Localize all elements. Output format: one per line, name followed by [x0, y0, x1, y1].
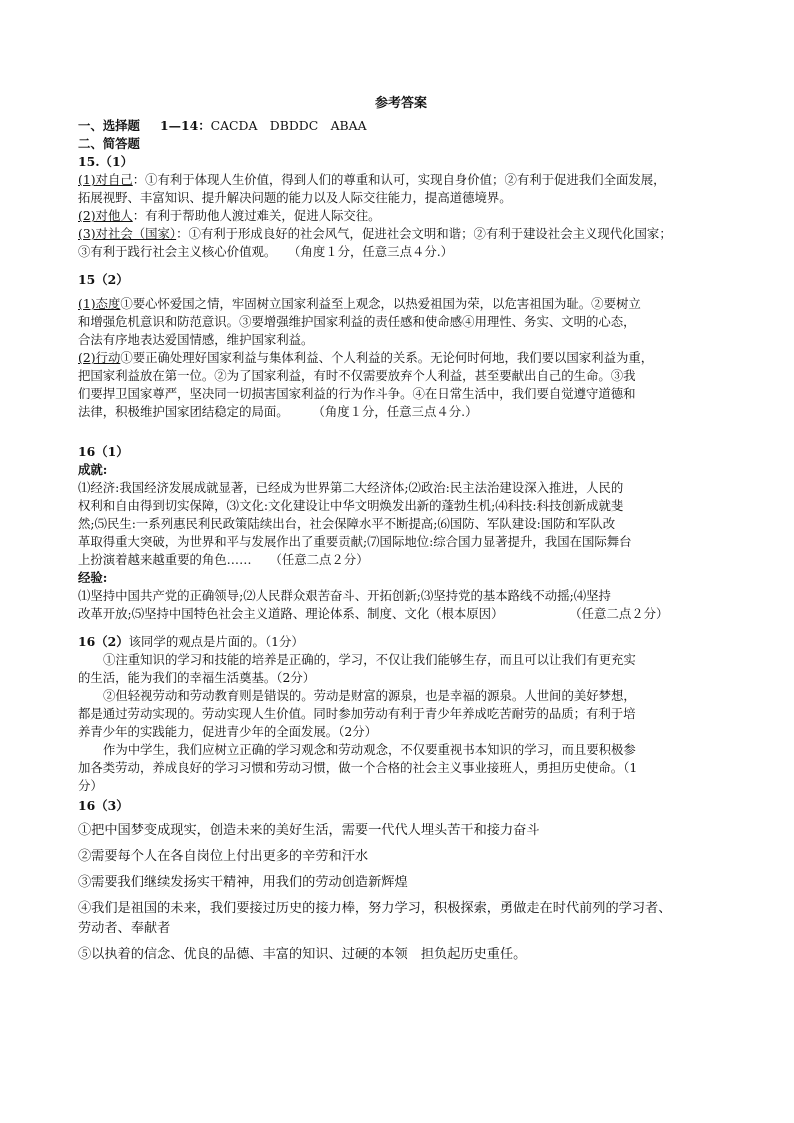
q16-1-exp-score-note: （任意二点２分）	[575, 606, 669, 621]
q15-1-label: 15.（1）	[78, 154, 133, 169]
answer-sheet	[78, 92, 724, 971]
q16-1-ach-line3: 然;⑸民生:一系列惠民利民政策陆续出台，社会保障水平不断提高;⑹国防、军队建设:国防和军队改	[78, 516, 616, 531]
q15-2-a-line2: 和增强危机意识和防范意识。③要增强维护国家利益的责任感和使命感④用理性、务实、文明的心态，	[78, 314, 636, 329]
q16-2-label: 16（2）	[78, 634, 129, 649]
q15-1-b-tag: (2)对他人	[78, 208, 133, 223]
q16-2-p2-line1: ②但轻视劳动和劳动教育则是错误的。劳动是财富的源泉，也是幸福的源泉。人世间的美好梦想，	[103, 688, 636, 703]
q15-1-c-text2: ③有利于践行社会主义核心价值观。	[78, 244, 277, 259]
q16-1-exp-line1: ⑴坚持中国共产党的正确领导;⑵人民群众艰苦奋斗、开拓创新;⑶坚持党的基本路线不动摇;⑷坚持	[78, 588, 611, 603]
q16-2-p3-line2: 加各类劳动，养成良好的学习习惯和劳动习惯，做一个合格的社会主义事业接班人，勇担历史使命。（1	[78, 760, 638, 775]
q16-3-item4-line1: ④我们是祖国的未来，我们要接过历史的接力棒，努力学习，积极探索，勇做走在时代前列的学习者、	[78, 901, 672, 916]
page-title: 参考答案	[374, 96, 427, 111]
q16-2-p2-line2: 都是通过劳动实现的。劳动实现人生价值。同时参加劳动有利于青少年养成吃苦耐劳的品质；有利于培	[78, 706, 636, 721]
q16-2-verdict: 该同学的观点是片面的。（1分）	[128, 634, 304, 649]
q15-2-label: 15（2）	[78, 272, 129, 287]
q16-2-p2-line3: 养青少年的实践能力，促进青少年的全面发展。（2分）	[78, 724, 378, 739]
q15-2-b-line	[78, 349, 724, 367]
q15-1-c-line	[78, 225, 724, 243]
choice-heading: 一、选择题	[78, 118, 140, 133]
q15-2-b-text4: 法律，积极维护国家团结稳定的局面。	[78, 404, 289, 419]
q16-3-item5: ⑤以执着的信念、优良的品德、丰富的知识、过硬的本领 担负起历史重任。	[78, 947, 527, 962]
q16-1-ach-line5	[78, 551, 724, 569]
q16-1-achievements-heading: 成就:	[78, 462, 108, 477]
q16-3-item2: ②需要每个人在各自岗位上付出更多的辛劳和汗水	[78, 849, 369, 864]
q15-2-b-line4	[78, 403, 724, 421]
q16-1-ach-text5: 上扮演着越来越重要的角色……	[78, 552, 252, 567]
q16-3-label: 16（3）	[78, 798, 129, 813]
q16-3-item4-line2: 劳动者、奉献者	[78, 921, 171, 936]
q15-1-b-text: ：有利于帮助他人渡过难关，促进人际交往。	[132, 208, 381, 223]
q15-1-b-line	[78, 207, 724, 225]
section-short-answer: 二、简答题	[78, 136, 140, 151]
q16-2-p3-line1: 作为中学生，我们应树立正确的学习观念和劳动观念，不仅要重视书本知识的学习，而且要积极参	[103, 742, 636, 757]
q16-1-experience-heading: 经验:	[78, 570, 108, 585]
q15-1-c-tag: (3)对社会（国家）	[78, 226, 177, 241]
q15-2-score-note: （角度１分，任意三点４分.）	[318, 404, 478, 419]
q15-1-c-line2	[78, 243, 724, 261]
q16-2-line0	[78, 633, 724, 651]
q15-1-c-text: ：①有利于形成良好的社会风气，促进社会文明和谐；②有利于建设社会主义现代化国家；	[176, 226, 672, 241]
q16-1-ach-line1: ⑴经济:我国经济发展成就显著，已经成为世界第二大经济体;⑵政治:民主法治建设深入推进，人民的	[78, 480, 624, 495]
q15-2-b-line2: 把国家利益放在第一位。②为了国家利益，有时不仅需要放弃个人利益，甚至要献出自己的生命。③我	[78, 368, 636, 383]
choice-answers: CACDA DBDDC ABAA	[210, 118, 367, 133]
q15-1-score-note: （角度１分，任意三点４分.）	[294, 244, 454, 259]
q15-2-b-text: ①要正确处理好国家利益与集体利益、个人利益的关系。无论何时何地，我们要以国家利益为重，	[120, 350, 654, 365]
q16-2-p1-line1: ①注重知识的学习和技能的培养是正确的，学习，不仅让我们能够生存，而且可以让我们有更充实	[103, 652, 636, 667]
q15-1-a-line2: 拓展视野、丰富知识、提升解决问题的能力以及人际交往能力，提高道德境界。	[78, 190, 512, 205]
q16-1-ach-line4: 革取得重大突破，为世界和平与发展作出了重要贡献;⑺国际地位:综合国力显著提升，我国在国际舞台	[78, 534, 632, 549]
q16-1-exp-line2	[78, 605, 724, 623]
q15-1-a-tag: (1)对自己	[78, 172, 133, 187]
q16-1-ach-line2: 权利和自由得到切实保障，⑶文化:文化建设让中华文明焕发出新的蓬勃生机;⑷科技:科技创新成就斐	[78, 498, 624, 513]
q15-2-b-line3: 们要捍卫国家尊严，坚决同一切损害国家利益的行为作斗争。④在日常生活中，我们要自觉遵守道德和	[78, 386, 636, 401]
q16-1-exp-text2: 改革开放;⑸坚持中国特色社会主义道路、理论体系、制度、文化（根本原因）	[78, 606, 504, 621]
q15-1-a-text: ：①有利于体现人生价值，得到人们的尊重和认可，实现自身价值；②有利于促进我们全面发展，	[132, 172, 666, 187]
choice-range: 1—14：	[159, 118, 211, 133]
q15-2-a-line3: 合法有序地表达爱国情感，维护国家利益。	[78, 332, 314, 347]
q16-2-p3-line3: 分）	[78, 778, 103, 793]
q15-2-a-line	[78, 295, 724, 313]
q15-1-a-line	[78, 171, 724, 189]
q16-3-item1: ①把中国梦变成现实，创造未来的美好生活，需要一代代人埋头苦干和接力奋斗	[78, 823, 540, 838]
q16-1-label: 16（1）	[78, 444, 129, 459]
q15-2-a-tag: (1)态度	[78, 296, 121, 311]
section-choice	[78, 117, 724, 135]
q16-2-p1-line2: 的生活，能为我们的幸福生活奠基。（2分）	[78, 670, 316, 685]
q16-1-ach-score-note: （任意二点２分）	[269, 552, 369, 567]
q15-2-b-tag: (2)行动	[78, 350, 121, 365]
q15-2-a-text: ①要心怀爱国之情，牢固树立国家利益至上观念，以热爱祖国为荣，以危害祖国为耻。②要树立	[120, 296, 641, 311]
q16-3-item3: ③需要我们继续发扬实干精神，用我们的劳动创造新辉煌	[78, 875, 408, 890]
